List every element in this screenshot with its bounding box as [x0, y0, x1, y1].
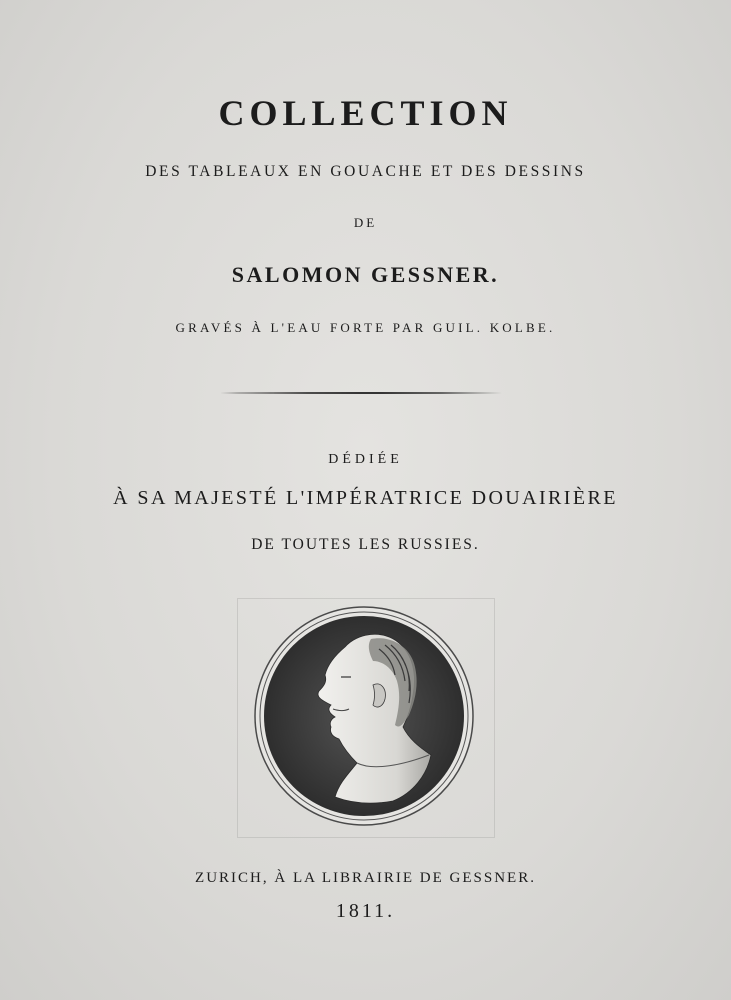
publisher-imprint: ZURICH, À LA LIBRAIRIE DE GESSNER.: [195, 870, 536, 886]
dedication-recipient: À SA MAJESTÉ L'IMPÉRATRICE DOUAIRIÈRE: [113, 487, 618, 509]
book-title: COLLECTION: [218, 93, 513, 133]
publication-year: 1811.: [335, 900, 396, 922]
engraver-credit: GRAVÉS À L'EAU FORTE PAR GUIL. KOLBE.: [175, 320, 556, 335]
book-subtitle: DES TABLEAUX EN GOUACHE ET DES DESSINS: [145, 163, 586, 180]
connector-word: DE: [353, 215, 378, 230]
decorative-rule: [220, 391, 502, 395]
dedication-recipient-realm: DE TOUTES LES RUSSIES.: [251, 536, 480, 553]
author-name: SALOMON GESSNER.: [231, 262, 500, 287]
dedication-heading: DÉDIÉE: [328, 452, 403, 467]
portrait-medallion-icon: [253, 605, 475, 827]
